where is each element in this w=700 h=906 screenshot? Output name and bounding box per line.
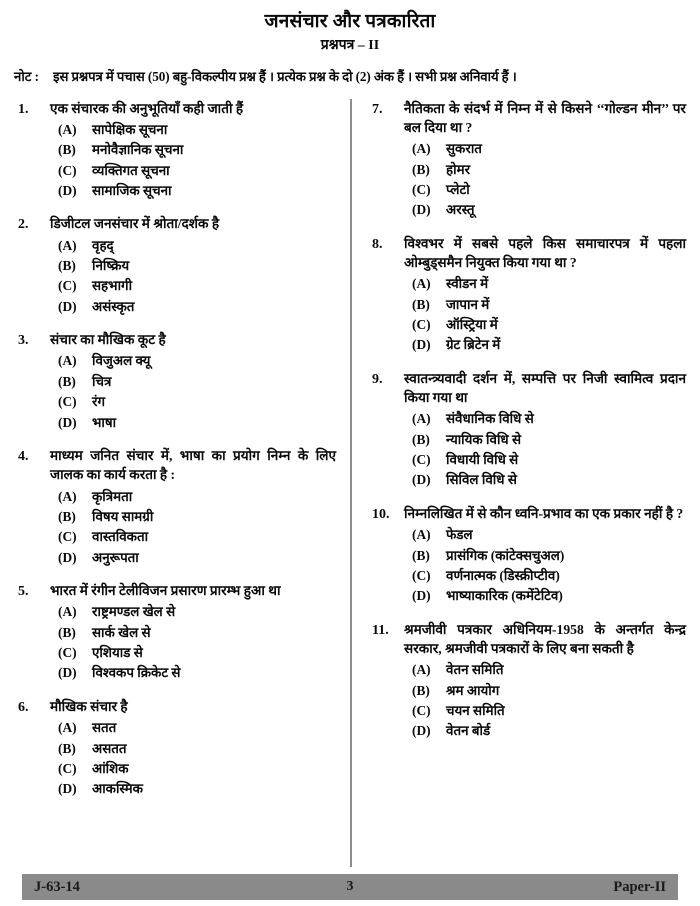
option-list xyxy=(50,120,336,202)
option-row[interactable] xyxy=(50,236,336,256)
question-block xyxy=(18,581,336,684)
page-footer xyxy=(22,874,678,900)
question-block xyxy=(372,369,686,491)
option-label: (A) xyxy=(58,353,77,369)
option-text: निष्क्रिय xyxy=(92,258,130,274)
option-text: सापेक्षिक सूचना xyxy=(92,121,168,137)
question-body xyxy=(404,620,686,742)
option-row[interactable] xyxy=(404,470,686,490)
option-label: (B) xyxy=(58,508,76,524)
question-text: विश्वभर में सबसे पहले किस समाचारपत्र में पहला ओम्बुड्समैन नियुक्त किया गया था ? xyxy=(404,235,686,270)
option-text: श्रम आयोग xyxy=(446,682,500,698)
option-text: भाषा xyxy=(92,414,117,430)
option-label: (B) xyxy=(412,682,430,698)
question-number: 4. xyxy=(18,448,29,464)
option-label: (D) xyxy=(58,414,77,430)
option-text: विजुअल क्यू xyxy=(92,353,151,369)
option-list xyxy=(50,602,336,684)
question-columns xyxy=(0,99,700,867)
option-text: चित्र xyxy=(92,373,112,389)
option-text: संवैधानिक विधि से xyxy=(446,411,534,427)
option-label: (B) xyxy=(412,547,430,563)
question-body xyxy=(50,214,336,317)
question-block xyxy=(372,504,686,607)
option-row[interactable] xyxy=(50,739,336,759)
option-label: (C) xyxy=(58,278,77,294)
option-label: (A) xyxy=(412,276,431,292)
option-label: (D) xyxy=(412,588,431,604)
footer-page-number: 3 xyxy=(346,879,354,894)
option-row[interactable] xyxy=(50,351,336,371)
option-label: (B) xyxy=(58,373,76,389)
option-label: (B) xyxy=(58,624,76,640)
option-text: आकस्मिक xyxy=(92,781,143,797)
question-body xyxy=(50,581,336,684)
option-label: (C) xyxy=(412,316,431,332)
option-row[interactable] xyxy=(50,759,336,779)
question-text: भारत में रंगीन टेलीविजन प्रसारण प्रारम्भ हुआ था xyxy=(50,583,281,599)
option-label: (A) xyxy=(412,527,431,543)
question-text: माध्यम जनित संचार में, भाषा का प्रयोग निम्न के लिए जालक का कार्य करता है : xyxy=(50,447,336,483)
option-text: ऑस्ट्रिया में xyxy=(446,316,498,332)
option-row[interactable] xyxy=(50,507,336,527)
option-list xyxy=(404,660,686,742)
question-body xyxy=(404,369,686,491)
option-label: (A) xyxy=(412,662,431,678)
option-text: व्यक्तिगत सूचना xyxy=(92,162,170,178)
option-label: (D) xyxy=(412,202,431,218)
right-column xyxy=(350,99,700,867)
option-row[interactable] xyxy=(50,181,336,201)
option-text: भाष्याकारिक (कमेंटेटिव) xyxy=(446,588,563,604)
option-text: होमर xyxy=(446,161,471,177)
option-row[interactable] xyxy=(50,392,336,412)
footer-paper-code: J-63-14 xyxy=(34,878,80,895)
option-text: सुकरात xyxy=(446,141,482,157)
option-text: न्यायिक विधि से xyxy=(446,431,522,447)
question-text: एक संचारक की अनुभूतियाँ कही जाती हैं xyxy=(50,100,244,116)
option-row[interactable] xyxy=(404,409,686,429)
option-label: (B) xyxy=(412,161,430,177)
option-text: आंशिक xyxy=(92,760,129,776)
option-row[interactable] xyxy=(50,779,336,799)
option-text: असतत xyxy=(92,740,127,756)
question-number: 9. xyxy=(372,371,383,387)
option-row[interactable] xyxy=(404,274,686,294)
option-label: (D) xyxy=(58,665,77,681)
option-label: (A) xyxy=(58,604,77,620)
option-row[interactable] xyxy=(50,527,336,547)
option-label: (B) xyxy=(412,296,430,312)
option-label: (C) xyxy=(412,567,431,583)
option-row[interactable] xyxy=(50,297,336,317)
option-row[interactable] xyxy=(50,140,336,160)
question-number: 2. xyxy=(18,217,29,233)
option-label: (C) xyxy=(412,181,431,197)
option-label: (D) xyxy=(58,298,77,314)
option-row[interactable] xyxy=(50,413,336,433)
option-row[interactable] xyxy=(404,200,686,220)
question-number: 1. xyxy=(18,101,29,117)
question-block xyxy=(372,620,686,742)
option-label: (C) xyxy=(58,162,77,178)
option-text: वेतन समिति xyxy=(446,662,504,678)
question-block xyxy=(18,214,336,317)
question-body xyxy=(50,697,336,800)
question-number: 3. xyxy=(18,333,29,349)
option-row[interactable] xyxy=(50,663,336,683)
option-label: (C) xyxy=(412,452,431,468)
option-label: (C) xyxy=(58,394,77,410)
option-label: (D) xyxy=(58,781,77,797)
option-text: वेतन बोर्ड xyxy=(446,723,491,739)
question-text: मौखिक संचार है xyxy=(50,698,128,714)
option-text: वृहद् xyxy=(92,237,114,253)
option-label: (C) xyxy=(58,760,77,776)
option-text: स्वीडन में xyxy=(446,276,489,292)
option-text: प्लेटो xyxy=(446,181,470,197)
option-label: (D) xyxy=(412,723,431,739)
option-text: फेडल xyxy=(446,527,473,543)
option-label: (B) xyxy=(412,431,430,447)
option-label: (B) xyxy=(58,740,76,756)
option-text: असंस्कृत xyxy=(92,298,135,314)
question-body xyxy=(404,99,686,221)
option-list xyxy=(404,274,686,356)
option-text: सतत xyxy=(92,720,117,736)
option-text: रंग xyxy=(92,394,106,410)
instructions-note xyxy=(14,67,688,85)
option-list xyxy=(50,351,336,433)
option-text: सार्क खेल से xyxy=(92,624,151,640)
option-row[interactable] xyxy=(404,586,686,606)
option-label: (A) xyxy=(412,411,431,427)
option-text: प्रासंगिक (कांटेक्सचुअल) xyxy=(446,547,565,563)
option-text: जापान में xyxy=(446,296,490,312)
question-block xyxy=(18,330,336,433)
option-list xyxy=(404,139,686,221)
option-text: विश्वकप क्रिकेट से xyxy=(92,665,181,681)
question-body xyxy=(404,234,686,356)
option-label: (D) xyxy=(412,472,431,488)
option-text: वास्तविकता xyxy=(92,529,149,545)
question-text: संचार का मौखिक कूट है xyxy=(50,332,166,348)
note-text: इस प्रश्नपत्र में पचास (50) बहु-विकल्पीय प्रश्न हैं । प्रत्येक प्रश्न के दो (2) अंक हैं । सभी प्रश्न अनिवार्य हैं । xyxy=(53,68,517,84)
option-row[interactable] xyxy=(404,546,686,566)
option-label: (C) xyxy=(58,529,77,545)
page-subtitle: प्रश्नपत्र – II xyxy=(320,37,380,53)
question-body xyxy=(50,446,336,568)
option-label: (A) xyxy=(58,720,77,736)
question-number: 8. xyxy=(372,236,383,252)
option-row[interactable] xyxy=(50,276,336,296)
footer-paper-label: Paper-II xyxy=(613,878,666,895)
question-block xyxy=(18,99,336,202)
option-label: (B) xyxy=(58,142,76,158)
option-list xyxy=(404,525,686,607)
option-text: अरस्तू xyxy=(446,202,475,218)
option-list xyxy=(404,409,686,491)
option-label: (A) xyxy=(58,121,77,137)
page-header xyxy=(0,0,700,55)
option-row[interactable] xyxy=(50,602,336,622)
option-text: राष्ट्रमण्डल खेल से xyxy=(92,604,176,620)
option-row[interactable] xyxy=(404,660,686,680)
question-block xyxy=(372,99,686,221)
option-list xyxy=(50,487,336,569)
option-row[interactable] xyxy=(50,548,336,568)
option-row[interactable] xyxy=(50,161,336,181)
question-number: 6. xyxy=(18,699,29,715)
option-text: सामाजिक सूचना xyxy=(92,182,172,198)
option-row[interactable] xyxy=(50,256,336,276)
question-body xyxy=(50,99,336,202)
option-label: (C) xyxy=(412,702,431,718)
question-text: श्रमजीवी पत्रकार अधिनियम-1958 के अन्तर्गत केन्द्र सरकार, श्रमजीवी पत्रकारों के लिए बना सकती है xyxy=(404,621,686,656)
question-number: 7. xyxy=(372,101,383,117)
option-row[interactable] xyxy=(404,315,686,335)
option-row[interactable] xyxy=(404,430,686,450)
question-text: नैतिकता के संदर्भ में निम्न में से किसने ‘‘गोल्डन मीन’’ पर बल दिया था ? xyxy=(404,100,686,135)
option-row[interactable] xyxy=(404,721,686,741)
option-row[interactable] xyxy=(404,139,686,159)
option-label: (C) xyxy=(58,645,77,661)
option-row[interactable] xyxy=(50,120,336,140)
question-text: स्वातन्त्र्यवादी दर्शन में, सम्पत्ति पर निजी स्वामित्व प्रदान किया गया था xyxy=(404,370,686,406)
option-row[interactable] xyxy=(404,450,686,470)
option-row[interactable] xyxy=(50,487,336,507)
question-body xyxy=(50,330,336,433)
option-text: वर्णनात्मक (डिस्क्रीप्टीव) xyxy=(446,567,560,583)
option-label: (D) xyxy=(58,182,77,198)
option-row[interactable] xyxy=(404,160,686,180)
option-text: एशियाड से xyxy=(92,645,143,661)
note-label: नोट : xyxy=(14,68,40,84)
option-label: (A) xyxy=(412,141,431,157)
option-row[interactable] xyxy=(404,335,686,355)
option-row[interactable] xyxy=(50,718,336,738)
option-list xyxy=(50,236,336,318)
option-text: सहभागी xyxy=(92,278,133,294)
option-text: विधायी विधि से xyxy=(446,452,519,468)
option-row[interactable] xyxy=(404,525,686,545)
option-label: (D) xyxy=(58,549,77,565)
question-block xyxy=(18,446,336,568)
page-title: जनसंचार और पत्रकारिता xyxy=(264,11,436,32)
option-row[interactable] xyxy=(404,180,686,200)
question-text: निम्नलिखित में से कौन ध्वनि-प्रभाव का एक प्रकार नहीं है ? xyxy=(404,505,684,521)
option-row[interactable] xyxy=(404,295,686,315)
option-label: (A) xyxy=(58,488,77,504)
question-block xyxy=(18,697,336,800)
option-text: अनुरूपता xyxy=(92,549,139,565)
option-row[interactable] xyxy=(50,372,336,392)
option-text: चयन समिति xyxy=(446,702,505,718)
option-label: (B) xyxy=(58,258,76,274)
option-list xyxy=(50,718,336,800)
option-row[interactable] xyxy=(404,681,686,701)
question-body xyxy=(404,504,686,607)
question-text: डिजीटल जनसंचार में श्रोता/दर्शक है xyxy=(50,216,220,232)
option-row[interactable] xyxy=(404,566,686,586)
question-number: 11. xyxy=(372,622,389,638)
question-number: 5. xyxy=(18,584,29,600)
option-text: कृत्रिमता xyxy=(92,488,133,504)
option-label: (A) xyxy=(58,237,77,253)
question-block xyxy=(372,234,686,356)
option-label: (D) xyxy=(412,337,431,353)
option-text: मनोवैज्ञानिक सूचना xyxy=(92,142,184,158)
option-text: सिविल विधि से xyxy=(446,472,517,488)
option-row[interactable] xyxy=(404,701,686,721)
option-row[interactable] xyxy=(50,643,336,663)
left-column xyxy=(0,99,350,867)
option-row[interactable] xyxy=(50,623,336,643)
option-text: ग्रेट ब्रिटेन में xyxy=(446,337,501,353)
question-number: 10. xyxy=(372,506,390,522)
option-text: विषय सामग्री xyxy=(92,508,154,524)
